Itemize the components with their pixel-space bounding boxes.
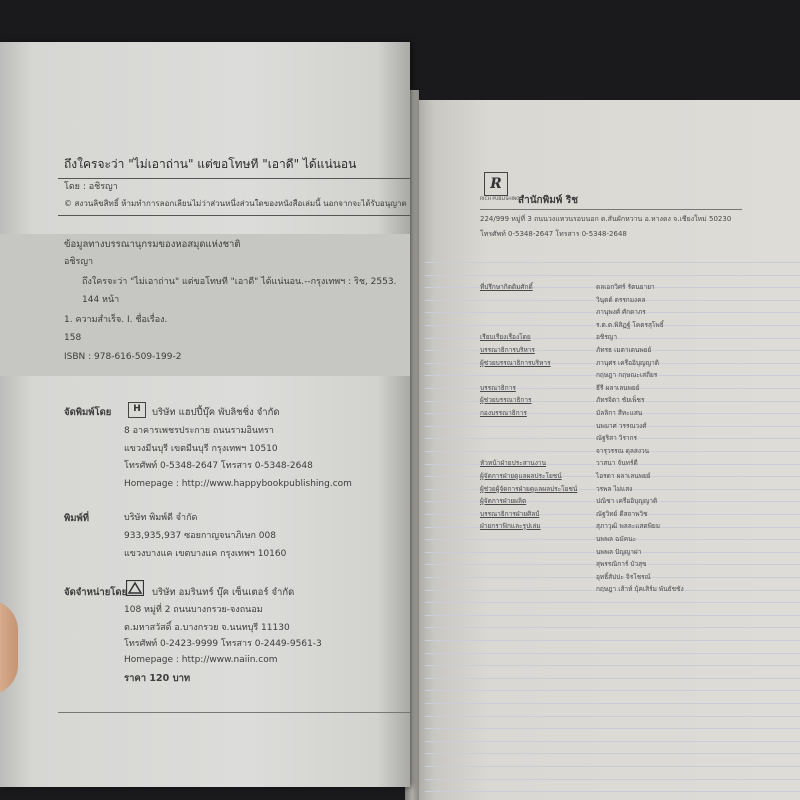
credit-name: ไอรดา ผลาเลนพยย์ bbox=[596, 472, 651, 480]
ruled-line bbox=[425, 716, 800, 717]
ruled-line bbox=[425, 640, 800, 641]
cip-author: อชิรญา bbox=[64, 257, 94, 267]
cip-entry: ถึงใครจะว่า "ไม่เอาถ่าน" แต่ขอโทษที "เอาดี" ได้แน่นอน.--กรุงเทพฯ : ริช, 2553. bbox=[82, 277, 397, 287]
ruled-line bbox=[425, 275, 800, 276]
bottom-divider bbox=[58, 712, 410, 713]
cip-band bbox=[0, 234, 410, 376]
credit-name: วาสนา จันทร์ดี bbox=[596, 459, 638, 467]
ruled-line bbox=[425, 678, 800, 679]
publisher-address-2: แขวงมีนบุรี เขตมีนบุรี กรุงเทพฯ 10510 bbox=[124, 444, 278, 454]
distributor-label: จัดจำหน่ายโดย bbox=[64, 587, 128, 598]
distributor-address-1: 108 หมู่ที่ 2 ถนนบางกรวย-จงถนอม bbox=[124, 605, 263, 615]
rich-logo: R bbox=[484, 172, 508, 196]
printer-name: บริษัท พิมพ์ดี จำกัด bbox=[124, 513, 198, 523]
credit-name: ณัฐวิทย์ ดีสถาพวิช bbox=[596, 510, 648, 518]
ruled-line bbox=[425, 627, 800, 628]
author-line: โดย : อชิรญา bbox=[64, 182, 118, 192]
copyright-divider bbox=[58, 215, 410, 216]
ruled-line bbox=[425, 766, 800, 767]
credit-name: อุทธิ์สัปปะ จิรโชรณ์ bbox=[596, 573, 651, 581]
ruled-line bbox=[425, 741, 800, 742]
credit-name: ธีรี ผลาเลนพยย์ bbox=[596, 384, 640, 392]
house-divider bbox=[480, 209, 742, 210]
credit-name: อชิรญา bbox=[596, 333, 617, 341]
credit-role: บรรณาธิการ bbox=[480, 384, 516, 392]
credit-name: ดลเอกวิศร์ รัตนยายา bbox=[596, 283, 655, 291]
credit-role: ผู้จัดการฝ่ายผลิต bbox=[480, 497, 527, 505]
book-title: ถึงใครจะว่า "ไม่เอาถ่าน" แต่ขอโทษที "เอาดี" ได้แน่นอน bbox=[64, 157, 357, 171]
cip-class-number: 158 bbox=[64, 333, 82, 343]
ruled-line bbox=[425, 753, 800, 754]
credit-name: ภัทรธ เมตาเดนพยย์ bbox=[596, 346, 652, 354]
cip-heading: ข้อมูลทางบรรณานุกรมของหอสมุดแห่งชาติ bbox=[64, 239, 241, 250]
credit-role: กองบรรณาธิการ bbox=[480, 409, 527, 417]
credit-name: วินุตต์ ตรรกมงคล bbox=[596, 296, 646, 304]
printer-label: พิมพ์ที่ bbox=[64, 513, 90, 524]
credit-role: บรรณาธิการบริหาร bbox=[480, 346, 535, 354]
happybook-logo: H bbox=[128, 402, 146, 418]
ruled-line bbox=[425, 703, 800, 704]
credit-name: ณัฐริสา วิรากร bbox=[596, 434, 638, 442]
credit-name: ภัทรจิตา ชัยเพ็ชร bbox=[596, 396, 645, 404]
credit-name: วรพล ไม่แสง bbox=[596, 485, 633, 493]
publisher-homepage: Homepage : http://www.happybookpublishing.com bbox=[124, 479, 352, 489]
credit-role: ผู้ช่วยผู้จัดการฝ่ายดูแลผลประโยชน์ bbox=[480, 485, 578, 493]
publisher-address-1: 8 อาคารเพชรประกาย ถนนรามอินทรา bbox=[124, 426, 274, 436]
credit-role: บรรณาธิการฝ่ายศิลป์ bbox=[480, 510, 540, 518]
publisher-label: จัดพิมพ์โดย bbox=[64, 407, 112, 418]
credit-name: นพพล ฉมัคนะ bbox=[596, 535, 637, 543]
distributor-address-2: ต.มหาสวัสดิ์ อ.บางกรวย จ.นนทบุรี 11130 bbox=[124, 623, 290, 633]
ruled-line bbox=[425, 262, 800, 263]
ruled-line bbox=[425, 665, 800, 666]
credit-name: ภานุพงศ์ ศักดาภร bbox=[596, 308, 646, 316]
credit-name: นพพล ปัญญาผ่า bbox=[596, 548, 642, 556]
amarin-logo-icon bbox=[126, 580, 144, 596]
credit-name: ภานุศร เครืออิบุญญาติ bbox=[596, 359, 660, 367]
cip-isbn: ISBN : 978-616-509-199-2 bbox=[64, 352, 182, 362]
credit-role: เรียบเรียงเรื่องโดย bbox=[480, 333, 531, 341]
credit-name: กฤษฎา กฤษณะเสถียร bbox=[596, 371, 658, 379]
ruled-line bbox=[425, 779, 800, 780]
ruled-line bbox=[425, 791, 800, 792]
credit-role: ผู้ช่วยบรรณาธิการบริหาร bbox=[480, 359, 551, 367]
publishing-house-name: สำนักพิมพ์ ริช bbox=[518, 195, 579, 206]
rich-logo-caption: RICH PUBLISHING bbox=[480, 197, 520, 202]
house-address: 224/999 หมู่ที่ 3 ถนนวงแหวนรอบนอก ต.สันผักหวาน อ.หางดง จ.เชียงใหม่ 50230 bbox=[480, 215, 732, 223]
distributor-phone: โทรศัพท์ 0-2423-9999 โทรสาร 0-2449-9561-3 bbox=[124, 639, 322, 649]
credit-name: กฤษฎา เส้าห์ บุ้คเสิร์ม พันธัชชัง bbox=[596, 585, 684, 593]
credit-role: ฝ่ายกราฟิกและรูปเล่ม bbox=[480, 522, 541, 530]
credit-name: มัลลิกา สีทะแสน bbox=[596, 409, 643, 417]
credit-role: ผู้ช่วยบรรณาธิการ bbox=[480, 396, 532, 404]
publisher-name: บริษัท แฮปปี้บุ๊ค พับลิชชิ่ง จำกัด bbox=[152, 407, 280, 418]
credit-name: สุพรรณิการ์ บัวสุข bbox=[596, 560, 647, 568]
credit-name: สุภาวุฒิ พลละแสดพิยม bbox=[596, 522, 660, 530]
credit-name: ร.ต.ต.พิสิฏฐ์ โคตรสุโพธิ์ bbox=[596, 321, 664, 329]
copyright-notice: © สงวนลิขสิทธิ์ ห้ามทำการลอกเลียนไม่ว่าส่วนหนึ่งส่วนใดของหนังสือเล่มนี้ นอกจากจะได้รับอนุญาต bbox=[64, 199, 407, 208]
title-divider bbox=[58, 178, 410, 179]
credit-name: ปณิชา เครืออิบุญญาติ bbox=[596, 497, 658, 505]
house-phone: โทรศัพท์ 0-5348-2647 โทรสาร 0-5348-2648 bbox=[480, 230, 627, 238]
distributor-name: บริษัท อมรินทร์ บุ๊ค เซ็นเตอร์ จำกัด bbox=[152, 587, 295, 598]
ruled-line bbox=[425, 602, 800, 603]
ruled-line bbox=[425, 728, 800, 729]
credit-role: ผู้จัดการฝ่ายดูแลผลประโยชน์ bbox=[480, 472, 562, 480]
publisher-phone: โทรศัพท์ 0-5348-2647 โทรสาร 0-5348-2648 bbox=[124, 461, 313, 471]
ruled-line bbox=[425, 615, 800, 616]
credit-role: หัวหน้าฝ่ายประสานงาน bbox=[480, 459, 547, 467]
ruled-line bbox=[425, 653, 800, 654]
credit-name: จารุวรรณ ดุลสงวน bbox=[596, 447, 650, 455]
credit-role: ที่ปรึกษากิตติมศักดิ์ bbox=[480, 283, 533, 291]
cip-subject: 1. ความสำเร็จ. I. ชื่อเรื่อง. bbox=[64, 315, 168, 325]
credit-name: นพมาศ วรรณวงศ์ bbox=[596, 422, 647, 430]
ruled-line bbox=[425, 690, 800, 691]
cip-pages: 144 หน้า bbox=[82, 295, 120, 305]
printer-address-1: 933,935,937 ซอยกาญจนาภิเษก 008 bbox=[124, 531, 276, 541]
distributor-homepage: Homepage : http://www.naiin.com bbox=[124, 655, 278, 665]
price: ราคา 120 บาท bbox=[124, 673, 191, 684]
printer-address-2: แขวงบางแค เขตบางแค กรุงเทพฯ 10160 bbox=[124, 549, 287, 559]
